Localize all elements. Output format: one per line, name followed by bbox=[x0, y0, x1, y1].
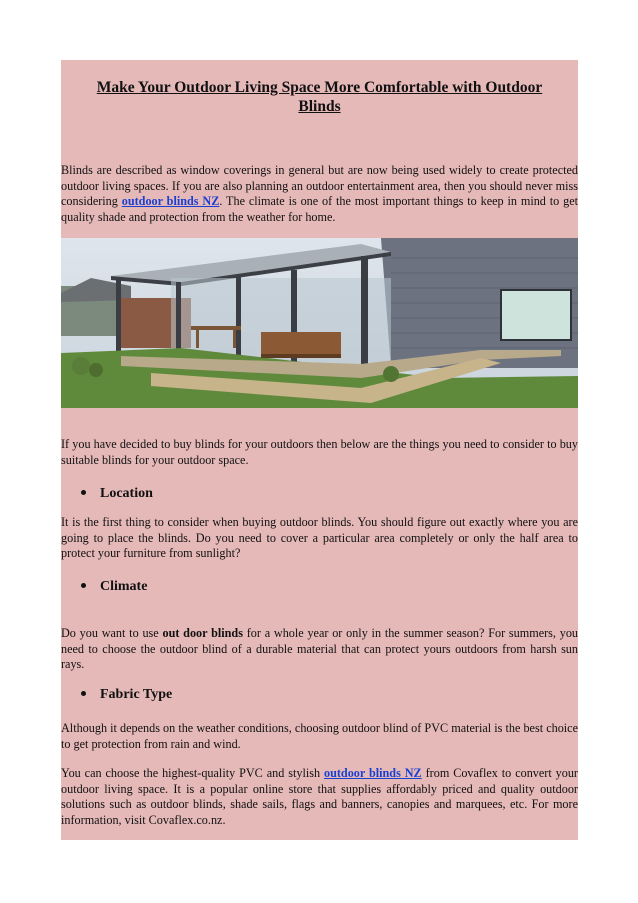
location-paragraph: It is the first thing to consider when buying outdoor blinds. You should figure out exactly where you are going to place the blinds. Do you need to cover a particular area completely or only the half area to protect your furniture from sunlight? bbox=[61, 515, 578, 560]
climate-paragraph: Do you want to use out door blinds for a whole year or only in the summer season? For summers, you need to choose the outdoor blind of a durable material that can protect yours outdoors from harsh sun rays. bbox=[61, 626, 579, 671]
pergola-with-outdoor-blinds-photo bbox=[61, 238, 578, 408]
document-title: Make Your Outdoor Living Space More Comfortable with Outdoor Blinds bbox=[96, 79, 543, 115]
fabric-type-paragraph: Although it depends on the weather conditions, choosing outdoor blind of PVC material is the best choice to get protection from rain and wind. bbox=[61, 721, 578, 751]
section-heading-climate: Climate bbox=[81, 578, 147, 596]
section-heading-fabric-type: Fabric Type bbox=[81, 686, 172, 704]
document-page bbox=[61, 60, 578, 840]
outdoor-blinds-link[interactable]: outdoor blinds NZ bbox=[323, 766, 422, 780]
bullet-icon bbox=[81, 490, 86, 495]
section-heading-location: Location bbox=[81, 485, 153, 503]
outdoor-blinds-link[interactable]: outdoor blinds NZ bbox=[121, 194, 220, 208]
bullet-icon bbox=[81, 691, 86, 696]
closing-paragraph: You can choose the highest-quality PVC and stylish outdoor blinds NZ from Covaflex to convert your outdoor living space. It is a popular online store that supplies affordably priced and quality outdoor solutions such as outdoor blinds, shade sails, flags and banners, canopies and marquees, etc. For more information, visit Covaflex.co.nz. bbox=[61, 766, 578, 827]
lead-paragraph: If you have decided to buy blinds for your outdoors then below are the things you need to consider to buy suitable blinds for your outdoor space. bbox=[61, 437, 578, 467]
intro-paragraph: Blinds are described as window coverings in general but are now being used widely to create protected outdoor living spaces. If you are also planning an outdoor entertainment area, then you should never miss considering outdoor blinds NZ. The climate is one of the most important things to keep in mind to get quality shade and protection from the weather for home. bbox=[61, 163, 578, 224]
bullet-icon bbox=[81, 583, 86, 588]
